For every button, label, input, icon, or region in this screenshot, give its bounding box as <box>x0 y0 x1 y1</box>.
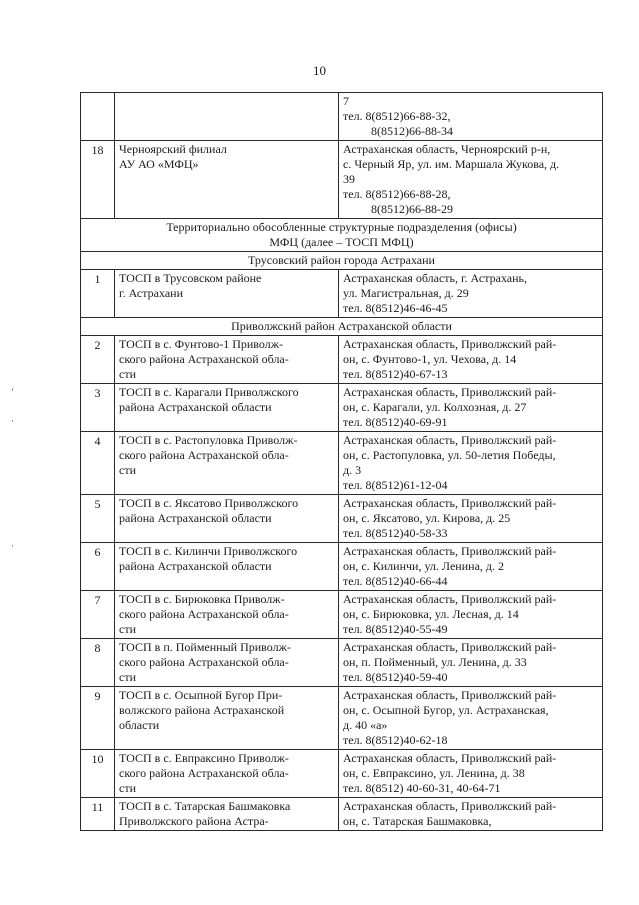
office-address-line: 7 <box>343 94 349 108</box>
office-address <box>339 336 603 384</box>
office-address-line: тел. 8(8512)40-58-33 <box>343 526 448 540</box>
section-title-line: Территориально обособленные структурные подразделения (офисы) <box>166 220 517 234</box>
table-row <box>81 141 603 219</box>
office-name <box>115 336 339 384</box>
table-row <box>81 495 603 543</box>
table-row <box>81 432 603 495</box>
row-number <box>81 93 115 141</box>
office-name <box>115 798 339 831</box>
office-address-line: с. Черный Яр, ул. им. Маршала Жукова, д. <box>343 157 560 171</box>
office-address <box>339 432 603 495</box>
office-address-line: Астраханская область, Черноярский р-н, <box>343 142 551 156</box>
row-number: 5 <box>81 495 115 543</box>
office-name-line: ТОСП в с. Яксатово Приволжского <box>119 496 299 510</box>
office-name-line: ского района Астраханской обла- <box>119 352 289 366</box>
office-address-line: он, с. Татарская Башмаковка, <box>343 814 492 828</box>
office-address-line: он, п. Пойменный, ул. Ленина, д. 33 <box>343 655 527 669</box>
table-row <box>81 93 603 141</box>
table-row <box>81 750 603 798</box>
section-title-line: МФЦ (далее – ТОСП МФЦ) <box>269 235 414 249</box>
table-row <box>81 384 603 432</box>
office-name-line: ТОСП в с. Бирюковка Приволж- <box>119 592 285 606</box>
office-name <box>115 384 339 432</box>
row-number: 7 <box>81 591 115 639</box>
office-name <box>115 495 339 543</box>
table-row <box>81 543 603 591</box>
office-name-line: ТОСП в п. Пойменный Приволж- <box>119 640 291 654</box>
office-address-line: тел. 8(8512)66-88-28, <box>343 187 451 201</box>
section-title <box>81 318 603 336</box>
table-row <box>81 270 603 318</box>
office-name-line: района Астраханской области <box>119 559 272 573</box>
office-address <box>339 639 603 687</box>
office-address-line: д. 40 «а» <box>343 718 388 732</box>
office-address-line: Астраханская область, Приволжский рай- <box>343 688 557 702</box>
office-name-line: Черноярский филиал <box>119 142 227 156</box>
office-name-line: района Астраханской области <box>119 400 272 414</box>
office-name <box>115 93 339 141</box>
office-name <box>115 687 339 750</box>
office-address <box>339 141 603 219</box>
office-address-line: ул. Магистральная, д. 29 <box>343 286 469 300</box>
table-row <box>81 639 603 687</box>
row-number: 9 <box>81 687 115 750</box>
office-name-line: ТОСП в Трусовском районе <box>119 271 262 285</box>
office-name-line: сти <box>119 622 136 636</box>
office-address-line: он, с. Яксатово, ул. Кирова, д. 25 <box>343 511 511 525</box>
office-address-line: он, с. Евпраксино, ул. Ленина, д. 38 <box>343 766 525 780</box>
office-name <box>115 141 339 219</box>
offices-table <box>80 92 603 831</box>
office-address-line: Астраханская область, Приволжский рай- <box>343 496 557 510</box>
office-address-line: Астраханская область, г. Астрахань, <box>343 271 528 285</box>
office-address-line: Астраханская область, Приволжский рай- <box>343 799 557 813</box>
office-name-line: сти <box>119 670 136 684</box>
table-row <box>81 798 603 831</box>
scan-margin-marks <box>0 0 30 905</box>
table-row <box>81 591 603 639</box>
office-address-line: Астраханская область, Приволжский рай- <box>343 433 557 447</box>
row-number: 6 <box>81 543 115 591</box>
office-address-line: тел. 8(8512) 40-60-31, 40-64-71 <box>343 781 501 795</box>
office-address <box>339 270 603 318</box>
office-address-line: Астраханская область, Приволжский рай- <box>343 640 557 654</box>
office-name-line: области <box>119 718 160 732</box>
office-address <box>339 93 603 141</box>
office-address-line: тел. 8(8512)40-67-13 <box>343 367 448 381</box>
office-address-line: тел. 8(8512)46-46-45 <box>343 301 448 315</box>
offices-table-body <box>81 93 603 831</box>
office-address-line: Астраханская область, Приволжский рай- <box>343 337 557 351</box>
office-name <box>115 270 339 318</box>
office-name-line: ского района Астраханской обла- <box>119 607 289 621</box>
section-title-line: Приволжский район Астраханской области <box>231 319 452 333</box>
section-title-line: Трусовский район города Астрахани <box>248 253 435 267</box>
row-number: 1 <box>81 270 115 318</box>
row-number: 3 <box>81 384 115 432</box>
office-name-line: ского района Астраханской обла- <box>119 766 289 780</box>
office-address <box>339 543 603 591</box>
row-number: 2 <box>81 336 115 384</box>
office-name-line: сти <box>119 367 136 381</box>
row-number: 11 <box>81 798 115 831</box>
office-name <box>115 543 339 591</box>
office-address-line: 39 <box>343 172 355 186</box>
office-address-line: 8(8512)66-88-34 <box>371 124 453 138</box>
office-name-line: ТОСП в с. Карагали Приволжского <box>119 385 299 399</box>
office-name-line: ского района Астраханской обла- <box>119 448 289 462</box>
table-row <box>81 336 603 384</box>
table-row <box>81 687 603 750</box>
office-name-line: ТОСП в с. Татарская Башмаковка <box>119 799 291 813</box>
office-address-line: тел. 8(8512)40-66-44 <box>343 574 448 588</box>
office-name <box>115 432 339 495</box>
office-name <box>115 591 339 639</box>
office-name-line: АУ АО «МФЦ» <box>119 157 199 171</box>
office-name-line: сти <box>119 463 136 477</box>
office-address-line: тел. 8(8512)40-69-91 <box>343 415 448 429</box>
row-number: 10 <box>81 750 115 798</box>
office-address <box>339 384 603 432</box>
office-address <box>339 798 603 831</box>
office-name-line: г. Астрахани <box>119 286 183 300</box>
row-number: 4 <box>81 432 115 495</box>
office-address-line: он, с. Растопуловка, ул. 50-летия Победы, <box>343 448 556 462</box>
section-header-row <box>81 252 603 270</box>
office-name-line: ского района Астраханской обла- <box>119 655 289 669</box>
office-address-line: он, с. Осыпной Бугор, ул. Астраханская, <box>343 703 549 717</box>
row-number: 8 <box>81 639 115 687</box>
page-number: 10 <box>313 63 326 78</box>
office-address-line: тел. 8(8512)40-62-18 <box>343 733 448 747</box>
office-name-line: ТОСП в с. Осыпной Бугор При- <box>119 688 283 702</box>
office-address-line: тел. 8(8512)61-12-04 <box>343 478 448 492</box>
office-name-line: района Астраханской области <box>119 511 272 525</box>
office-address-line: 8(8512)66-88-29 <box>371 202 453 216</box>
office-address-line: Астраханская область, Приволжский рай- <box>343 592 557 606</box>
office-name-line: ТОСП в с. Фунтово-1 Приволж- <box>119 337 284 351</box>
office-address-line: Астраханская область, Приволжский рай- <box>343 385 557 399</box>
office-address-line: Астраханская область, Приволжский рай- <box>343 751 557 765</box>
office-address-line: д. 3 <box>343 463 362 477</box>
section-header-row <box>81 318 603 336</box>
office-address <box>339 750 603 798</box>
section-header-row <box>81 219 603 252</box>
office-address <box>339 687 603 750</box>
row-number: 18 <box>81 141 115 219</box>
office-address-line: тел. 8(8512)40-59-40 <box>343 670 448 684</box>
section-title <box>81 252 603 270</box>
office-name-line: волжского района Астраханской <box>119 703 285 717</box>
office-name-line: сти <box>119 781 136 795</box>
office-address-line: он, с. Бирюковка, ул. Лесная, д. 14 <box>343 607 519 621</box>
office-address-line: он, с. Карагали, ул. Колхозная, д. 27 <box>343 400 527 414</box>
office-name <box>115 750 339 798</box>
section-title <box>81 219 603 252</box>
office-address-line: тел. 8(8512)40-55-49 <box>343 622 448 636</box>
office-address-line: он, с. Фунтово-1, ул. Чехова, д. 14 <box>343 352 517 366</box>
office-name <box>115 639 339 687</box>
office-address-line: Астраханская область, Приволжский рай- <box>343 544 557 558</box>
office-address <box>339 591 603 639</box>
office-name-line: Приволжского района Астра- <box>119 814 269 828</box>
office-name-line: ТОСП в с. Килинчи Приволжского <box>119 544 298 558</box>
office-address-line: он, с. Килинчи, ул. Ленина, д. 2 <box>343 559 505 573</box>
office-name-line: ТОСП в с. Растопуловка Приволж- <box>119 433 298 447</box>
office-address-line: тел. 8(8512)66-88-32, <box>343 109 451 123</box>
office-address <box>339 495 603 543</box>
office-name-line: ТОСП в с. Евпраксино Приволж- <box>119 751 289 765</box>
